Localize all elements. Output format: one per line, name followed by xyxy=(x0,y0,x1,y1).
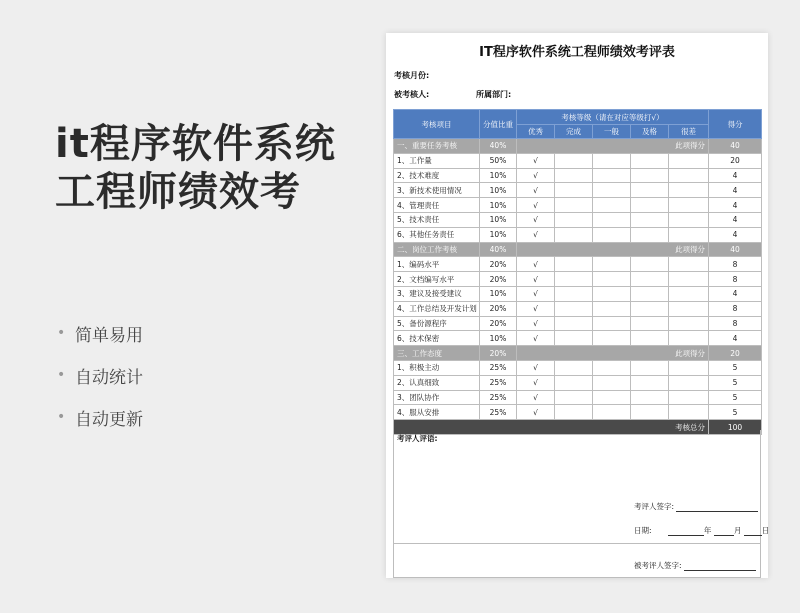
header-grade: 考核等级（请在对应等级打√） xyxy=(517,110,709,125)
bullet-icon: • xyxy=(57,367,66,383)
row-score: 4 xyxy=(709,331,762,346)
check-cell[interactable] xyxy=(669,360,709,375)
month-field[interactable] xyxy=(714,528,734,536)
feature-item xyxy=(57,354,143,396)
check-cell-excellent[interactable]: √ xyxy=(517,405,555,420)
total-score: 100 xyxy=(709,420,762,435)
check-cell[interactable] xyxy=(669,375,709,390)
date-row xyxy=(634,525,769,536)
check-cell[interactable] xyxy=(593,331,631,346)
section-sum: 40 xyxy=(709,242,762,257)
check-cell-excellent[interactable]: √ xyxy=(517,168,555,183)
check-cell-excellent[interactable]: √ xyxy=(517,153,555,168)
table-row xyxy=(394,360,762,375)
table-row xyxy=(394,331,762,346)
sheet-title: IT程序软件系统工程师绩效考评表 xyxy=(479,45,675,60)
check-cell[interactable] xyxy=(669,331,709,346)
check-cell[interactable] xyxy=(631,257,669,272)
total-label: 考核总分 xyxy=(394,420,709,435)
check-cell[interactable] xyxy=(669,153,709,168)
row-weight: 10% xyxy=(480,212,517,227)
table-row xyxy=(394,301,762,316)
row-item: 6、其他任务责任 xyxy=(394,227,480,242)
table-row xyxy=(394,272,762,287)
check-cell[interactable] xyxy=(593,375,631,390)
grade-pass: 及格 xyxy=(631,125,669,139)
dept-label: 所属部门: xyxy=(476,90,512,99)
row-item: 4、管理责任 xyxy=(394,198,480,213)
row-weight: 10% xyxy=(480,198,517,213)
evaluation-table xyxy=(393,109,762,435)
header-row xyxy=(394,110,762,125)
row-score: 5 xyxy=(709,360,762,375)
table-row xyxy=(394,316,762,331)
section-name: 三、工作态度 xyxy=(394,346,480,361)
table-row xyxy=(394,153,762,168)
table-row xyxy=(394,183,762,198)
section-sum-label: 此项得分 xyxy=(517,242,709,257)
check-cell[interactable] xyxy=(593,360,631,375)
check-cell[interactable] xyxy=(631,301,669,316)
check-cell[interactable] xyxy=(593,316,631,331)
row-item: 3、新技术使用情况 xyxy=(394,183,480,198)
check-cell[interactable] xyxy=(669,183,709,198)
check-cell[interactable] xyxy=(593,153,631,168)
feature-label: 自动更新 xyxy=(75,409,143,430)
row-weight: 10% xyxy=(480,227,517,242)
hero-title-line1: it程序软件系统 xyxy=(55,121,336,167)
check-cell[interactable] xyxy=(631,272,669,287)
check-cell[interactable] xyxy=(631,390,669,405)
check-cell[interactable] xyxy=(555,286,593,301)
check-cell-excellent[interactable]: √ xyxy=(517,331,555,346)
table-row xyxy=(394,198,762,213)
check-cell[interactable] xyxy=(555,375,593,390)
check-cell[interactable] xyxy=(555,405,593,420)
row-item: 2、文档编写水平 xyxy=(394,272,480,287)
row-weight: 25% xyxy=(480,405,517,420)
reviewer-comment-label: 考评人评语: xyxy=(397,434,438,443)
row-item: 5、备份源程序 xyxy=(394,316,480,331)
table-row xyxy=(394,168,762,183)
month-label-unit: 月 xyxy=(733,526,742,535)
row-item: 1、积极主动 xyxy=(394,360,480,375)
row-weight: 25% xyxy=(480,360,517,375)
row-weight: 50% xyxy=(480,153,517,168)
table-row xyxy=(394,286,762,301)
row-score: 8 xyxy=(709,257,762,272)
check-cell[interactable] xyxy=(631,360,669,375)
reviewee-sign-label: 被考评人签字: xyxy=(634,561,682,570)
reviewer-sign-label: 考评人签字: xyxy=(634,502,675,511)
feature-item xyxy=(57,312,143,354)
check-cell[interactable] xyxy=(631,375,669,390)
row-item: 4、工作总结及开发计划 xyxy=(394,301,480,316)
check-cell[interactable] xyxy=(669,286,709,301)
grade-poor: 很差 xyxy=(669,125,709,139)
section-row xyxy=(394,346,762,361)
grade-average: 一般 xyxy=(593,125,631,139)
section-name: 二、岗位工作考核 xyxy=(394,242,480,257)
check-cell-excellent[interactable]: √ xyxy=(517,360,555,375)
hero xyxy=(55,120,355,216)
check-cell-excellent[interactable]: √ xyxy=(517,390,555,405)
check-cell-excellent[interactable]: √ xyxy=(517,257,555,272)
check-cell-excellent[interactable]: √ xyxy=(517,227,555,242)
bullet-icon: • xyxy=(57,409,66,425)
check-cell[interactable] xyxy=(593,183,631,198)
person-label: 被考核人: xyxy=(394,90,430,99)
check-cell[interactable] xyxy=(593,257,631,272)
section-weight: 40% xyxy=(480,242,517,257)
feature-label: 自动统计 xyxy=(75,367,143,388)
year-label: 年 xyxy=(703,526,712,535)
check-cell[interactable] xyxy=(555,198,593,213)
check-cell[interactable] xyxy=(669,316,709,331)
row-item: 3、团队协作 xyxy=(394,390,480,405)
check-cell-excellent[interactable]: √ xyxy=(517,316,555,331)
table-row xyxy=(394,405,762,420)
check-cell[interactable] xyxy=(669,405,709,420)
check-cell-excellent[interactable]: √ xyxy=(517,183,555,198)
check-cell[interactable] xyxy=(669,301,709,316)
row-score: 4 xyxy=(709,227,762,242)
section-weight: 20% xyxy=(480,346,517,361)
row-item: 5、技术责任 xyxy=(394,212,480,227)
row-score: 4 xyxy=(709,212,762,227)
check-cell-excellent[interactable]: √ xyxy=(517,301,555,316)
row-weight: 10% xyxy=(480,286,517,301)
row-item: 2、技术难度 xyxy=(394,168,480,183)
header-item: 考核项目 xyxy=(394,110,480,139)
row-weight: 10% xyxy=(480,168,517,183)
grade-excellent: 优秀 xyxy=(517,125,555,139)
row-score: 8 xyxy=(709,316,762,331)
row-weight: 25% xyxy=(480,390,517,405)
reviewee-sign-line[interactable] xyxy=(684,563,756,571)
check-cell[interactable] xyxy=(555,390,593,405)
check-cell[interactable] xyxy=(631,286,669,301)
table-row xyxy=(394,375,762,390)
row-weight: 20% xyxy=(480,301,517,316)
header-score: 得分 xyxy=(709,110,762,139)
row-weight: 10% xyxy=(480,331,517,346)
reviewer-sign xyxy=(634,501,758,512)
check-cell[interactable] xyxy=(555,360,593,375)
row-score: 5 xyxy=(709,375,762,390)
row-item: 1、工作量 xyxy=(394,153,480,168)
check-cell[interactable] xyxy=(669,257,709,272)
row-weight: 25% xyxy=(480,375,517,390)
day-field[interactable] xyxy=(744,528,762,536)
row-score: 4 xyxy=(709,183,762,198)
section-sum: 40 xyxy=(709,139,762,154)
check-cell-excellent[interactable]: √ xyxy=(517,212,555,227)
feature-item xyxy=(57,396,143,438)
feature-label: 简单易用 xyxy=(75,325,143,346)
section-weight: 40% xyxy=(480,139,517,154)
row-score: 4 xyxy=(709,198,762,213)
check-cell[interactable] xyxy=(555,257,593,272)
table-row xyxy=(394,227,762,242)
check-cell[interactable] xyxy=(631,227,669,242)
check-cell[interactable] xyxy=(555,153,593,168)
date-label: 日期: xyxy=(634,526,652,535)
check-cell[interactable] xyxy=(593,198,631,213)
reviewee-sign xyxy=(634,560,756,571)
check-cell[interactable] xyxy=(631,405,669,420)
row-score: 5 xyxy=(709,390,762,405)
check-cell[interactable] xyxy=(631,183,669,198)
section-sum-label: 此项得分 xyxy=(517,139,709,154)
check-cell[interactable] xyxy=(555,331,593,346)
check-cell[interactable] xyxy=(631,168,669,183)
evaluation-sheet xyxy=(386,33,768,578)
check-cell[interactable] xyxy=(631,331,669,346)
check-cell[interactable] xyxy=(593,286,631,301)
grade-complete: 完成 xyxy=(555,125,593,139)
check-cell[interactable] xyxy=(669,212,709,227)
row-weight: 20% xyxy=(480,272,517,287)
check-cell[interactable] xyxy=(631,316,669,331)
year-field[interactable] xyxy=(668,528,704,536)
row-weight: 20% xyxy=(480,316,517,331)
check-cell-excellent[interactable]: √ xyxy=(517,375,555,390)
section-name: 一、重要任务考核 xyxy=(394,139,480,154)
row-item: 2、认真细致 xyxy=(394,375,480,390)
month-label: 考核月份: xyxy=(394,71,430,80)
row-item: 6、技术保密 xyxy=(394,331,480,346)
day-label: 日 xyxy=(761,526,770,535)
feature-list xyxy=(57,312,143,438)
header-weight: 分值比重 xyxy=(480,110,517,139)
section-row xyxy=(394,139,762,154)
check-cell-excellent[interactable]: √ xyxy=(517,272,555,287)
check-cell[interactable] xyxy=(593,212,631,227)
check-cell[interactable] xyxy=(555,316,593,331)
check-cell[interactable] xyxy=(669,227,709,242)
row-score: 4 xyxy=(709,286,762,301)
check-cell[interactable] xyxy=(593,272,631,287)
sign-divider xyxy=(394,543,760,544)
row-item: 1、编码水平 xyxy=(394,257,480,272)
row-item: 4、服从安排 xyxy=(394,405,480,420)
check-cell[interactable] xyxy=(593,301,631,316)
table-row xyxy=(394,212,762,227)
section-row xyxy=(394,242,762,257)
check-cell[interactable] xyxy=(631,153,669,168)
check-cell[interactable] xyxy=(593,227,631,242)
check-cell[interactable] xyxy=(631,198,669,213)
row-score: 20 xyxy=(709,153,762,168)
check-cell[interactable] xyxy=(669,390,709,405)
hero-title-line2: 工程师绩效考 xyxy=(55,169,301,215)
signature-area xyxy=(393,430,770,578)
row-score: 5 xyxy=(709,405,762,420)
check-cell[interactable] xyxy=(669,272,709,287)
check-cell[interactable] xyxy=(555,272,593,287)
section-sum: 20 xyxy=(709,346,762,361)
check-cell[interactable] xyxy=(669,198,709,213)
row-weight: 10% xyxy=(480,183,517,198)
reviewer-sign-line[interactable] xyxy=(676,504,758,512)
check-cell[interactable] xyxy=(555,227,593,242)
check-cell[interactable] xyxy=(631,212,669,227)
check-cell[interactable] xyxy=(593,168,631,183)
table-row xyxy=(394,390,762,405)
row-score: 4 xyxy=(709,168,762,183)
check-cell[interactable] xyxy=(555,168,593,183)
check-cell[interactable] xyxy=(669,168,709,183)
row-score: 8 xyxy=(709,301,762,316)
table-row xyxy=(394,257,762,272)
row-item: 3、建议及接受建议 xyxy=(394,286,480,301)
check-cell[interactable] xyxy=(593,405,631,420)
section-sum-label: 此项得分 xyxy=(517,346,709,361)
bullet-icon: • xyxy=(57,325,66,341)
row-weight: 20% xyxy=(480,257,517,272)
check-cell[interactable] xyxy=(555,212,593,227)
check-cell-excellent[interactable]: √ xyxy=(517,286,555,301)
check-cell[interactable] xyxy=(555,301,593,316)
check-cell-excellent[interactable]: √ xyxy=(517,198,555,213)
row-score: 8 xyxy=(709,272,762,287)
check-cell[interactable] xyxy=(593,390,631,405)
check-cell[interactable] xyxy=(555,183,593,198)
